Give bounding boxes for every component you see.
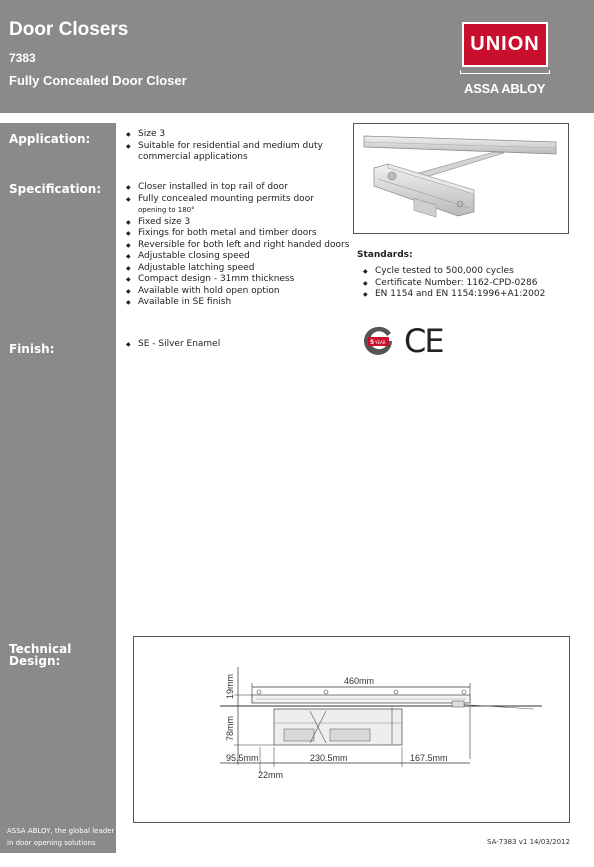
logo-divider <box>460 73 550 74</box>
svg-text:YEAR: YEAR <box>375 340 386 345</box>
list-item: ◆ Adjustable latching speed <box>124 263 350 275</box>
technical-drawing <box>133 636 570 823</box>
header-banner <box>0 0 594 113</box>
list-item: ◆ Cycle tested to 500,000 cycles <box>361 266 571 278</box>
section-label-technical: Technical Design: <box>9 642 72 668</box>
section-label-specification: Specification: <box>9 182 102 196</box>
list-item: ◆ SE - Silver Enamel <box>124 339 344 351</box>
warranty-badge-icon <box>361 324 395 358</box>
assa-abloy-logo: ASSA ABLOY <box>464 81 546 96</box>
list-item: ◆ Fixed size 3 <box>124 217 350 229</box>
dim-230: 230.5mm <box>310 753 348 763</box>
list-item: ◆ Fully concealed mounting permits door opening to 180° <box>124 194 350 217</box>
section-label-application: Application: <box>9 132 91 146</box>
page-title: Door Closers <box>9 19 129 40</box>
finish-list <box>124 339 344 351</box>
svg-text:5: 5 <box>370 339 375 346</box>
list-item: ◆ Available with hold open option <box>124 286 350 298</box>
list-item: ◆ EN 1154 and EN 1154:1996+A1:2002 <box>361 289 571 301</box>
footer-tagline-1: ASSA ABLOY, the global leader <box>7 827 115 835</box>
sidebar <box>0 123 116 853</box>
list-item-note: opening to 180° <box>138 206 195 214</box>
product-subtitle: Fully Concealed Door Closer <box>9 73 187 88</box>
application-list <box>124 129 344 164</box>
dim-22: 22mm <box>258 770 284 780</box>
dim-167: 167.5mm <box>410 753 448 763</box>
list-item: ◆ Suitable for residential and medium duty commercial applications <box>124 141 344 164</box>
door-closer-illustration <box>354 124 568 233</box>
product-photo <box>353 123 569 234</box>
specification-list <box>124 182 350 309</box>
product-code: 7383 <box>9 51 36 65</box>
dimension-drawing <box>134 637 569 822</box>
list-item: ◆ Available in SE finish <box>124 297 350 309</box>
union-logo-text: UNION <box>470 33 540 55</box>
list-item: ◆ Compact design - 31mm thickness <box>124 274 350 286</box>
footer-tagline-2: in door opening solutions <box>7 839 96 847</box>
standards-title: Standards: <box>357 250 413 260</box>
list-item: ◆ Reversible for both left and right handed doors <box>124 240 350 252</box>
dim-460: 460mm <box>344 676 375 686</box>
list-item: ◆ Fixings for both metal and timber doors <box>124 228 350 240</box>
ce-mark-icon: CE <box>404 322 443 360</box>
dim-95: 95.5mm <box>226 753 259 763</box>
list-item: ◆ Closer installed in top rail of door <box>124 182 350 194</box>
section-label-finish: Finish: <box>9 342 55 356</box>
dim-78: 78mm <box>225 715 235 741</box>
document-reference: SA-7383 v1 14/03/2012 <box>487 838 570 846</box>
list-item: ◆ Adjustable closing speed <box>124 251 350 263</box>
list-item: ◆ Certificate Number: 1162-CPD-0286 <box>361 278 571 290</box>
standards-list <box>361 266 571 301</box>
list-item: ◆ Size 3 <box>124 129 344 141</box>
dim-19: 19mm <box>225 673 235 699</box>
union-logo <box>462 22 548 67</box>
